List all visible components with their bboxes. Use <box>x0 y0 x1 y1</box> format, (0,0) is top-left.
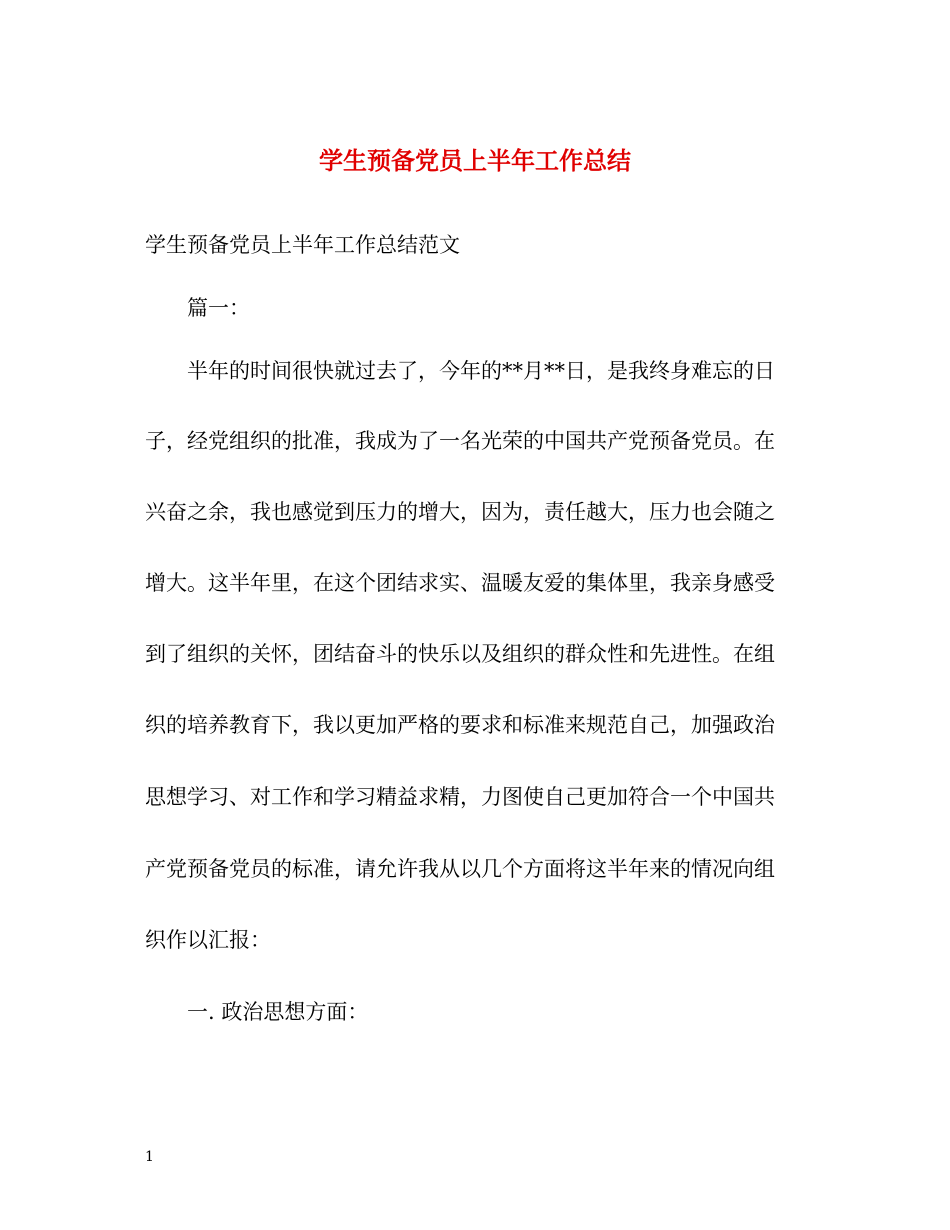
paragraph-line: 思想学习、对工作和学习精益求精，力图使自己更加符合一个中国共 <box>145 785 775 809</box>
paragraph-line: 子，经党组织的批准，我成为了一名光荣的中国共产党预备党员。在 <box>145 429 775 453</box>
paragraph-line: 产党预备党员的标准，请允许我从以几个方面将这半年来的情况向组 <box>145 857 775 881</box>
paragraph-line: 半年的时间很快就过去了，今年的**月**日，是我终身难忘的日 <box>187 359 775 383</box>
paragraph-line: 织的培养教育下，我以更加严格的要求和标准来规范自己，加强政治 <box>145 713 775 737</box>
paragraph-line: 兴奋之余，我也感觉到压力的增大，因为，责任越大，压力也会随之 <box>145 500 775 524</box>
paragraph-line: 到了组织的关怀，团结奋斗的快乐以及组织的群众性和先进性。在组 <box>145 642 775 666</box>
section-heading-politics: 一. 政治思想方面： <box>187 1000 369 1024</box>
section-label: 篇一： <box>187 296 250 320</box>
page-number: 1 <box>145 1149 154 1165</box>
document-title: 学生预备党员上半年工作总结 <box>319 146 631 175</box>
paragraph-line: 增大。这半年里，在这个团结求实、温暖友爱的集体里，我亲身感受 <box>145 571 775 595</box>
document-subtitle: 学生预备党员上半年工作总结范文 <box>145 233 460 257</box>
paragraph-line: 织作以汇报： <box>145 928 271 952</box>
